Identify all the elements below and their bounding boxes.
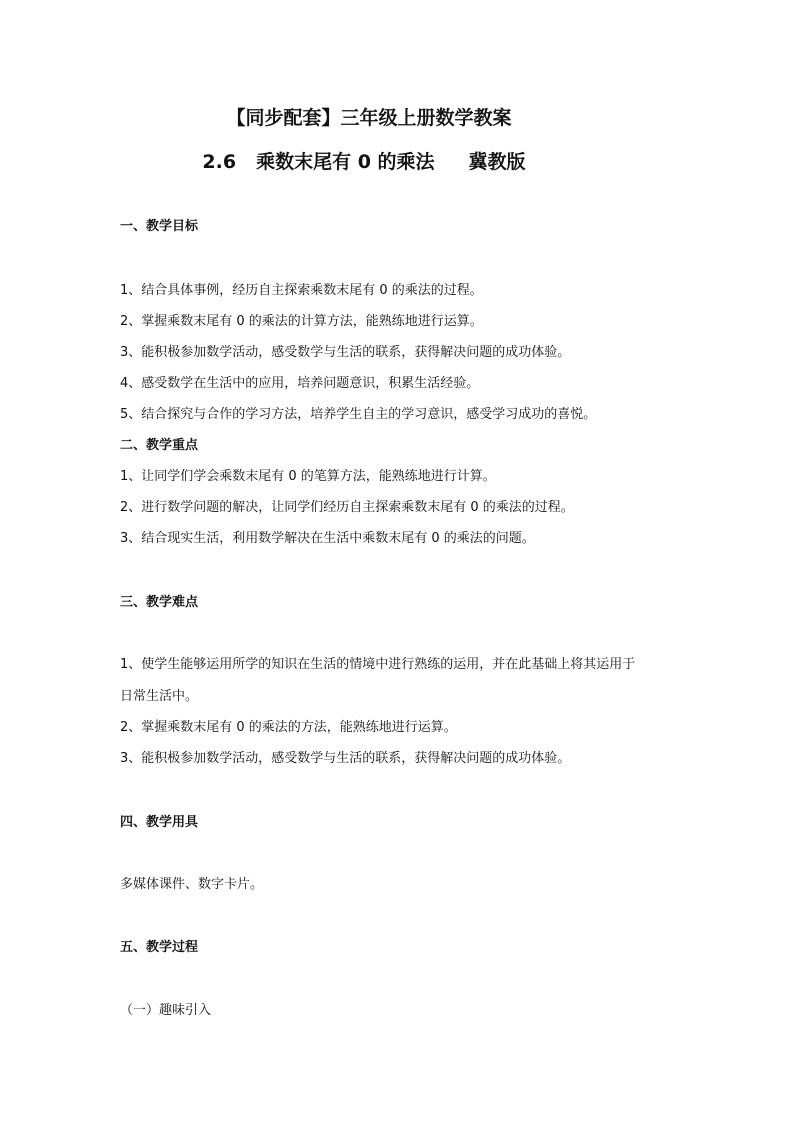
- section-heading-difficulties: 三、教学难点: [120, 595, 199, 610]
- objective-item: 2、掌握乘数末尾有 0 的乘法的计算方法，能熟练地进行运算。: [120, 314, 483, 329]
- key-point-item: 1、让同学们学会乘数末尾有 0 的笔算方法，能熟练地进行计算。: [120, 469, 496, 484]
- section-heading-tools: 四、教学用具: [120, 815, 199, 830]
- section-heading-objectives: 一、教学目标: [120, 219, 199, 234]
- difficulty-item: 日常生活中。: [120, 689, 199, 704]
- difficulty-item: 3、能积极参加数学活动，感受数学与生活的联系，获得解决问题的成功体验。: [120, 751, 571, 766]
- objective-item: 1、结合具体事例，经历自主探索乘数末尾有 0 的乘法的过程。: [120, 283, 483, 298]
- lesson-topic: 乘数末尾有 0 的乘法: [256, 151, 435, 173]
- key-point-item: 3、结合现实生活，利用数学解决在生活中乘数末尾有 0 的乘法的问题。: [120, 531, 535, 546]
- objective-item: 3、能积极参加数学活动，感受数学与生活的联系，获得解决问题的成功体验。: [120, 345, 571, 360]
- document-title: 【同步配套】三年级上册数学教案: [226, 107, 512, 129]
- process-item: （一）趣味引入: [120, 1003, 212, 1018]
- difficulty-item: 2、掌握乘数末尾有 0 的乘法的方法，能熟练地进行运算。: [120, 720, 457, 735]
- section-heading-key-points: 二、教学重点: [120, 438, 199, 453]
- difficulty-item: 1、使学生能够运用所学的知识在生活的情境中进行熟练的运用，并在此基础上将其运用于: [120, 657, 636, 672]
- edition-label: 冀教版: [468, 151, 526, 173]
- objective-item: 5、结合探究与合作的学习方法，培养学生自主的学习意识，感受学习成功的喜悦。: [120, 407, 597, 422]
- section-heading-process: 五、教学过程: [120, 940, 199, 955]
- tools-item: 多媒体课件、数字卡片。: [120, 877, 264, 892]
- lesson-number: 2.6: [202, 151, 237, 173]
- document-subtitle: [0, 150, 761, 174]
- objective-item: 4、感受数学在生活中的应用，培养问题意识，积累生活经验。: [120, 376, 480, 391]
- key-point-item: 2、进行数学问题的解决，让同学们经历自主探索乘数末尾有 0 的乘法的过程。: [120, 500, 574, 515]
